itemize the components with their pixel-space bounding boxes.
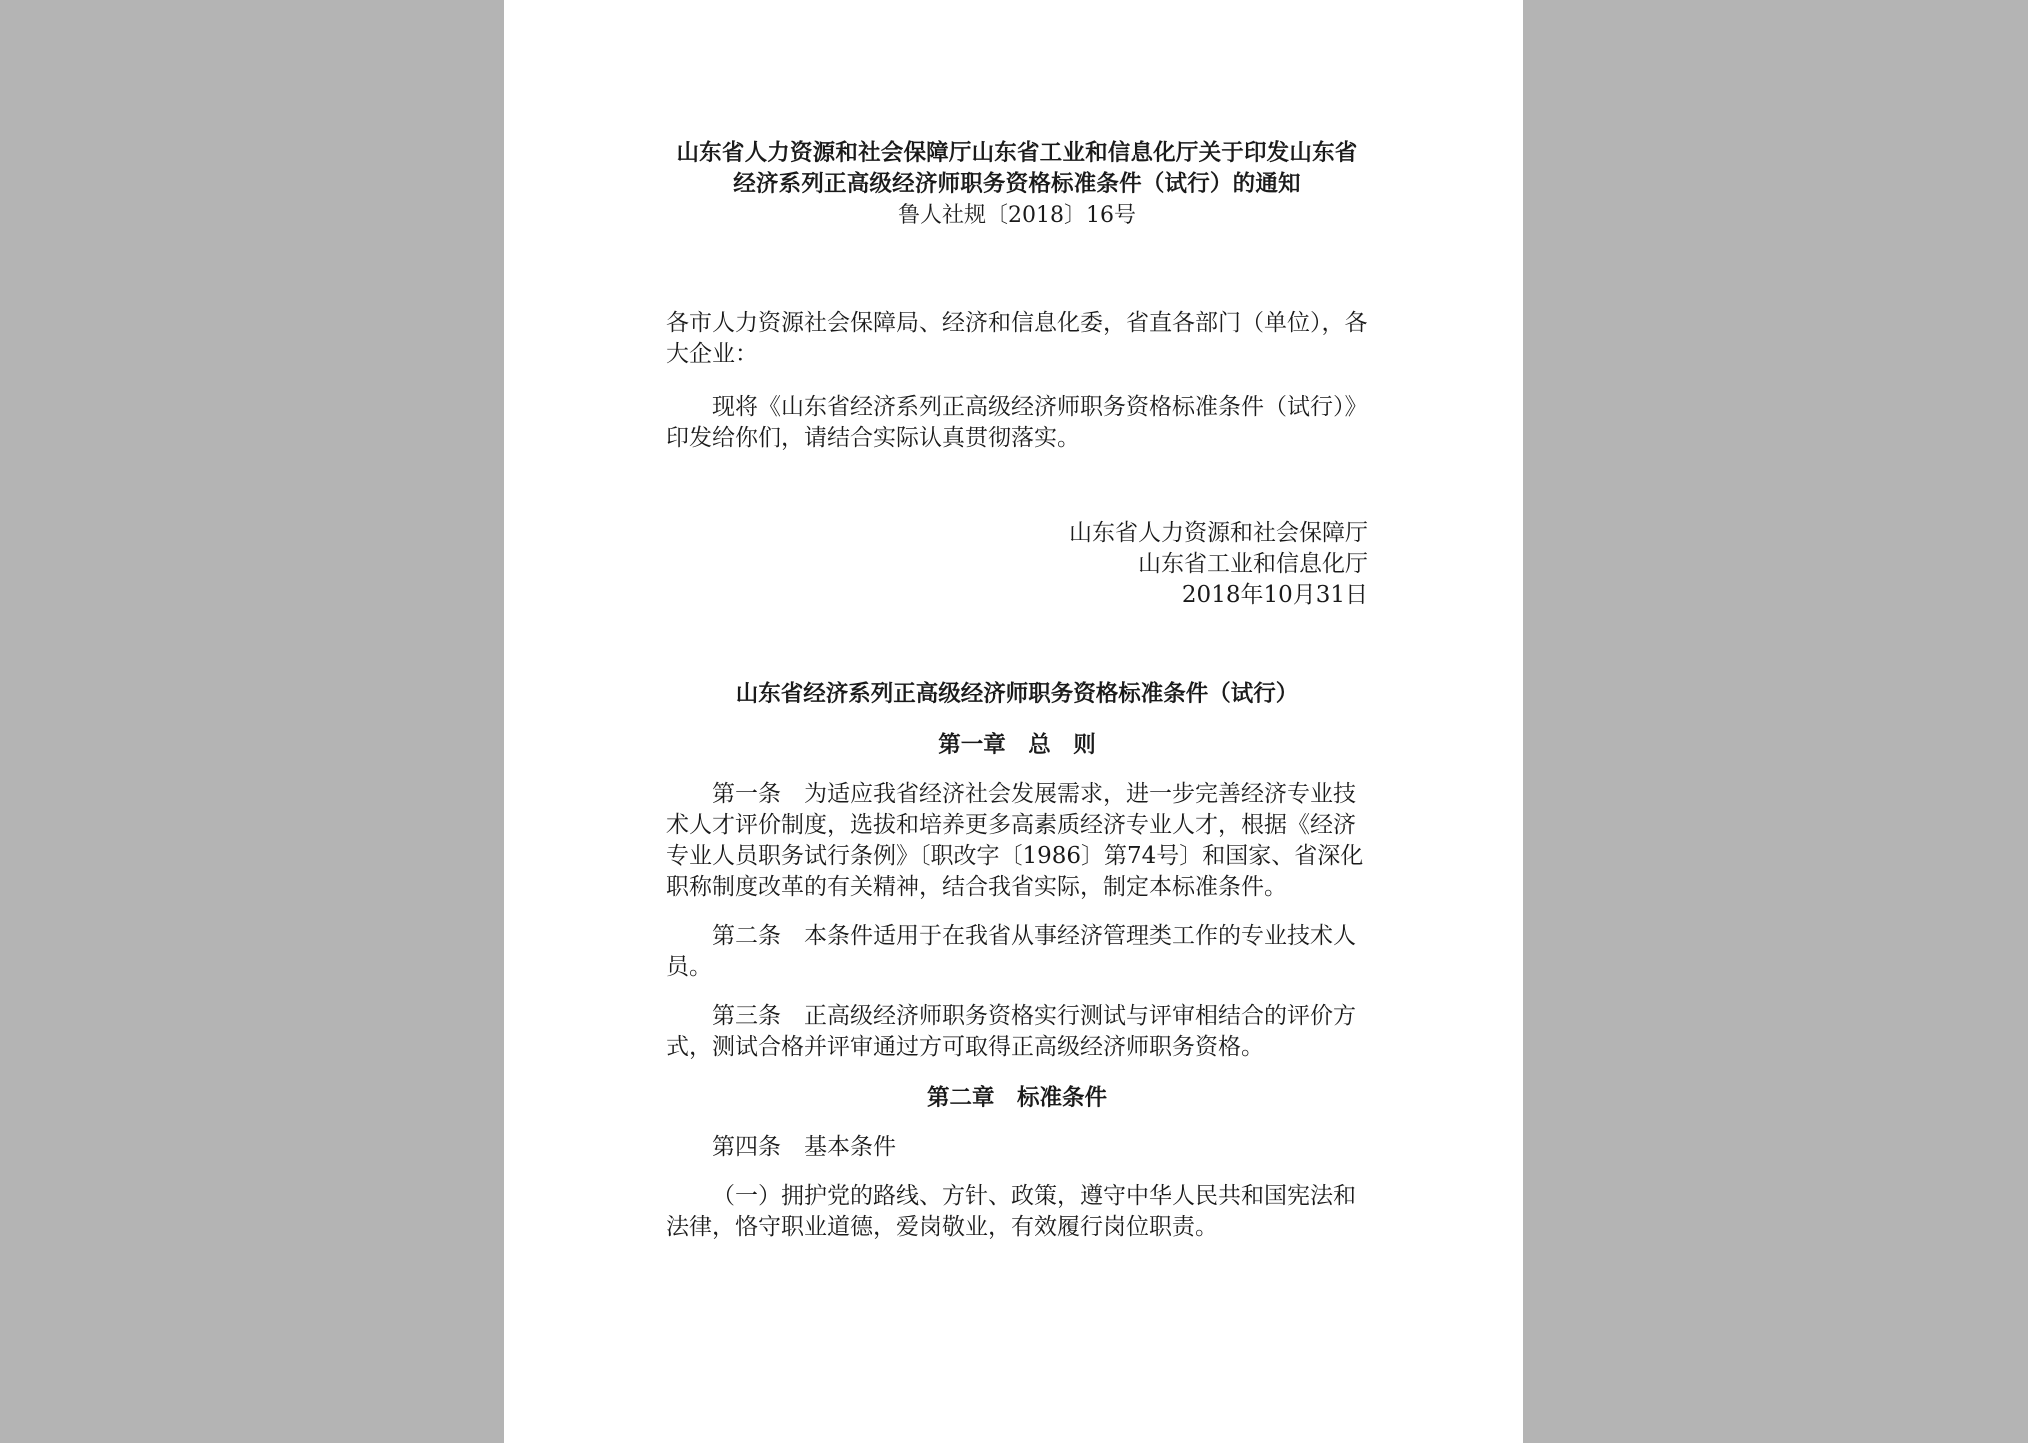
chapter-1-heading: 第一章 总 则 [938, 732, 1096, 758]
issuer-1: 山东省人力资源和社会保障厅 [1069, 520, 1368, 546]
signature-block [666, 518, 1368, 611]
notice-body: 现将《山东省经济系列正高级经济师职务资格标准条件（试行）》印发给你们，请结合实际认真贯彻落实。 [666, 394, 1368, 451]
issue-date: 2018年10月31日 [1181, 582, 1368, 608]
page-content [666, 138, 1368, 1243]
article-4-item-1: （一）拥护党的路线、方针、政策，遵守中华人民共和国宪法和法律，恪守职业道德，爱岗敬业，有效履行岗位职责。 [666, 1183, 1356, 1240]
addressee: 各市人力资源社会保障局、经济和信息化委，省直各部门（单位），各大企业： [666, 310, 1368, 367]
article-4: 第四条 基本条件 [712, 1134, 896, 1160]
document-page [504, 0, 1523, 1443]
article-1: 第一条 为适应我省经济社会发展需求，进一步完善经济专业技术人才评价制度，选拔和培养更多高素质经济专业人才，根据《经济专业人员职务试行条例》〔职改字〔1986〕第74号〕和国家、省深化职称制度改革的有关精神，结合我省实际，制定本标准条件。 [666, 781, 1364, 900]
standard-title: 山东省经济系列正高级经济师职务资格标准条件（试行） [735, 681, 1299, 707]
document-number: 鲁人社规〔2018〕16号 [898, 203, 1136, 228]
article-3: 第三条 正高级经济师职务资格实行测试与评审相结合的评价方式，测试合格并评审通过方可取得正高级经济师职务资格。 [666, 1003, 1356, 1060]
issuer-2: 山东省工业和信息化厅 [1138, 551, 1368, 577]
article-2: 第二条 本条件适用于在我省从事经济管理类工作的专业技术人员。 [666, 923, 1356, 980]
notice-title: 山东省人力资源和社会保障厅山东省工业和信息化厅关于印发山东省经济系列正高级经济师职务资格标准条件（试行）的通知 [676, 140, 1358, 197]
chapter-2-heading: 第二章 标准条件 [926, 1085, 1107, 1111]
